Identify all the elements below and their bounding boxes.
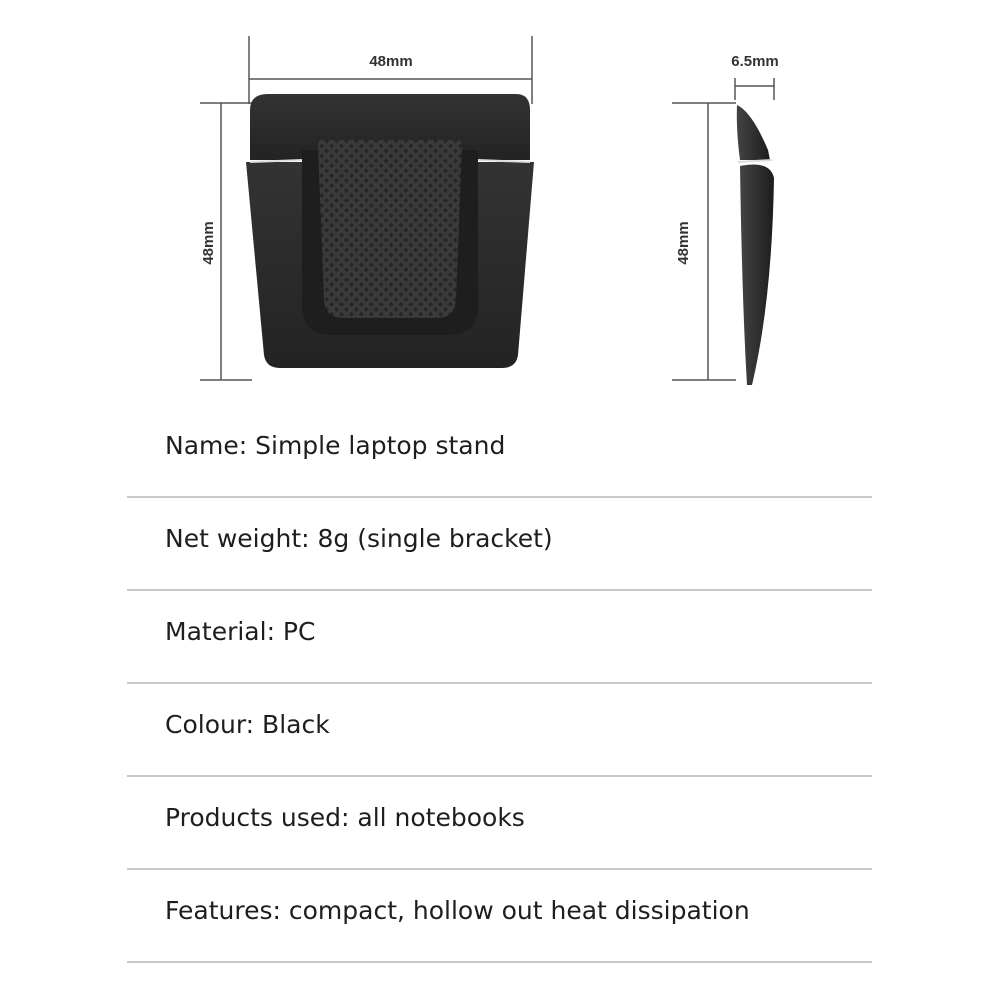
side-thickness-label: 6.5mm <box>731 53 779 70</box>
stand-front-view <box>246 94 534 368</box>
spec-products-used: Products used: all notebooks <box>165 803 525 832</box>
spec-material: Material: PC <box>165 617 316 646</box>
spec-name: Name: Simple laptop stand <box>165 431 506 460</box>
spec-net-weight: Net weight: 8g (single bracket) <box>165 524 553 553</box>
side-height-dimension <box>672 103 736 380</box>
front-width-dimension <box>249 36 532 104</box>
spec-list <box>127 405 872 963</box>
product-dimension-diagram <box>0 0 1000 420</box>
front-height-dimension <box>200 103 252 380</box>
stand-side-view <box>737 105 774 385</box>
spec-colour: Colour: Black <box>165 710 330 739</box>
spec-row-name <box>127 405 872 498</box>
side-height-label: 48mm <box>675 221 692 265</box>
front-width-label: 48mm <box>369 53 413 70</box>
front-height-label: 48mm <box>200 221 217 265</box>
spec-row-net-weight <box>127 498 872 591</box>
spec-features: Features: compact, hollow out heat dissipation <box>165 896 750 925</box>
side-thickness-dimension <box>731 53 779 100</box>
spec-row-material <box>127 591 872 684</box>
spec-row-products-used <box>127 777 872 870</box>
spec-row-colour <box>127 684 872 777</box>
spec-row-features <box>127 870 872 963</box>
